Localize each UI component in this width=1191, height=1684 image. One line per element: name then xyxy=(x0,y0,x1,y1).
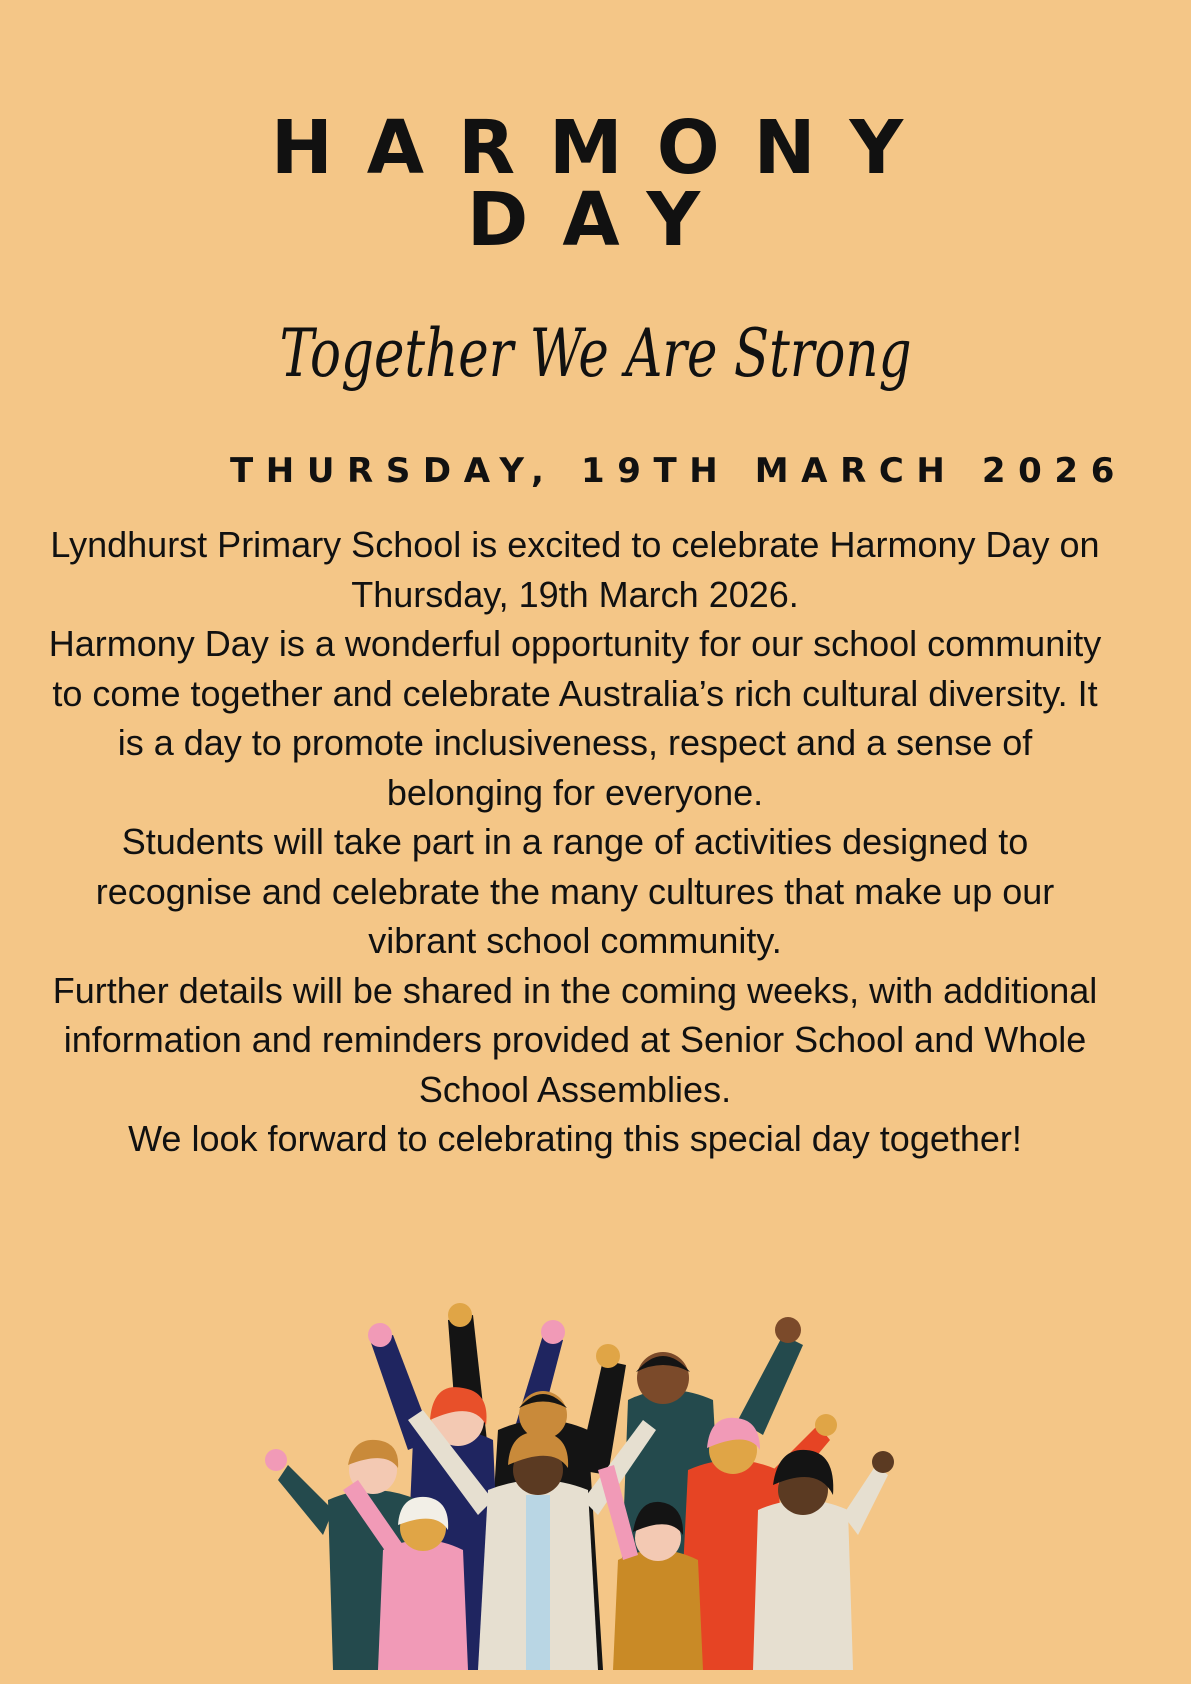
body-paragraph-about: Harmony Day is a wonderful opportunity for our school community to come together and celebrate Australia’s rich cultural diversity. It is a day to promote inclusiveness, respect and a sense of belonging for everyone. xyxy=(48,623,1102,813)
crowd-illustration xyxy=(258,1300,898,1670)
hand-tan xyxy=(448,1303,472,1327)
shirt-lightblue xyxy=(526,1495,550,1670)
title-line-1: HARMONY xyxy=(270,105,938,191)
body-paragraph-activities: Students will take part in a range of activities designed to recognise and celebrate the many cultures that make up our vibrant school community. xyxy=(95,821,1055,961)
event-date: THURSDAY, 19TH MARCH 2026 xyxy=(230,451,1127,491)
tagline: Together We Are Strong xyxy=(279,315,912,392)
raised-arm-teal xyxy=(738,1335,803,1435)
hand-pink-3 xyxy=(265,1449,287,1471)
person-cream-body xyxy=(753,1500,853,1670)
body-paragraph-intro: Lyndhurst Primary School is excited to celebrate Harmony Day on Thursday, 19th March 2026. xyxy=(50,524,1100,615)
body-text xyxy=(40,520,1110,1164)
hand-pink xyxy=(368,1323,392,1347)
hand-tan-2 xyxy=(596,1344,620,1368)
body-paragraph-closing: We look forward to celebrating this special day together! xyxy=(128,1118,1022,1159)
person-mustard-body xyxy=(613,1550,703,1670)
hand-pink-2 xyxy=(541,1320,565,1344)
right-arm-cream xyxy=(843,1465,888,1535)
hand-brown-2 xyxy=(872,1451,894,1473)
hand-tan-3 xyxy=(815,1414,837,1436)
title-line-2: DAY xyxy=(466,177,735,263)
left-arm-teal xyxy=(278,1465,333,1535)
person-pink-body xyxy=(378,1540,468,1670)
hand-brown xyxy=(775,1317,801,1343)
body-paragraph-details: Further details will be shared in the coming weeks, with additional information and reminders provided at Senior School and Whole School Assemblies. xyxy=(52,969,1098,1110)
